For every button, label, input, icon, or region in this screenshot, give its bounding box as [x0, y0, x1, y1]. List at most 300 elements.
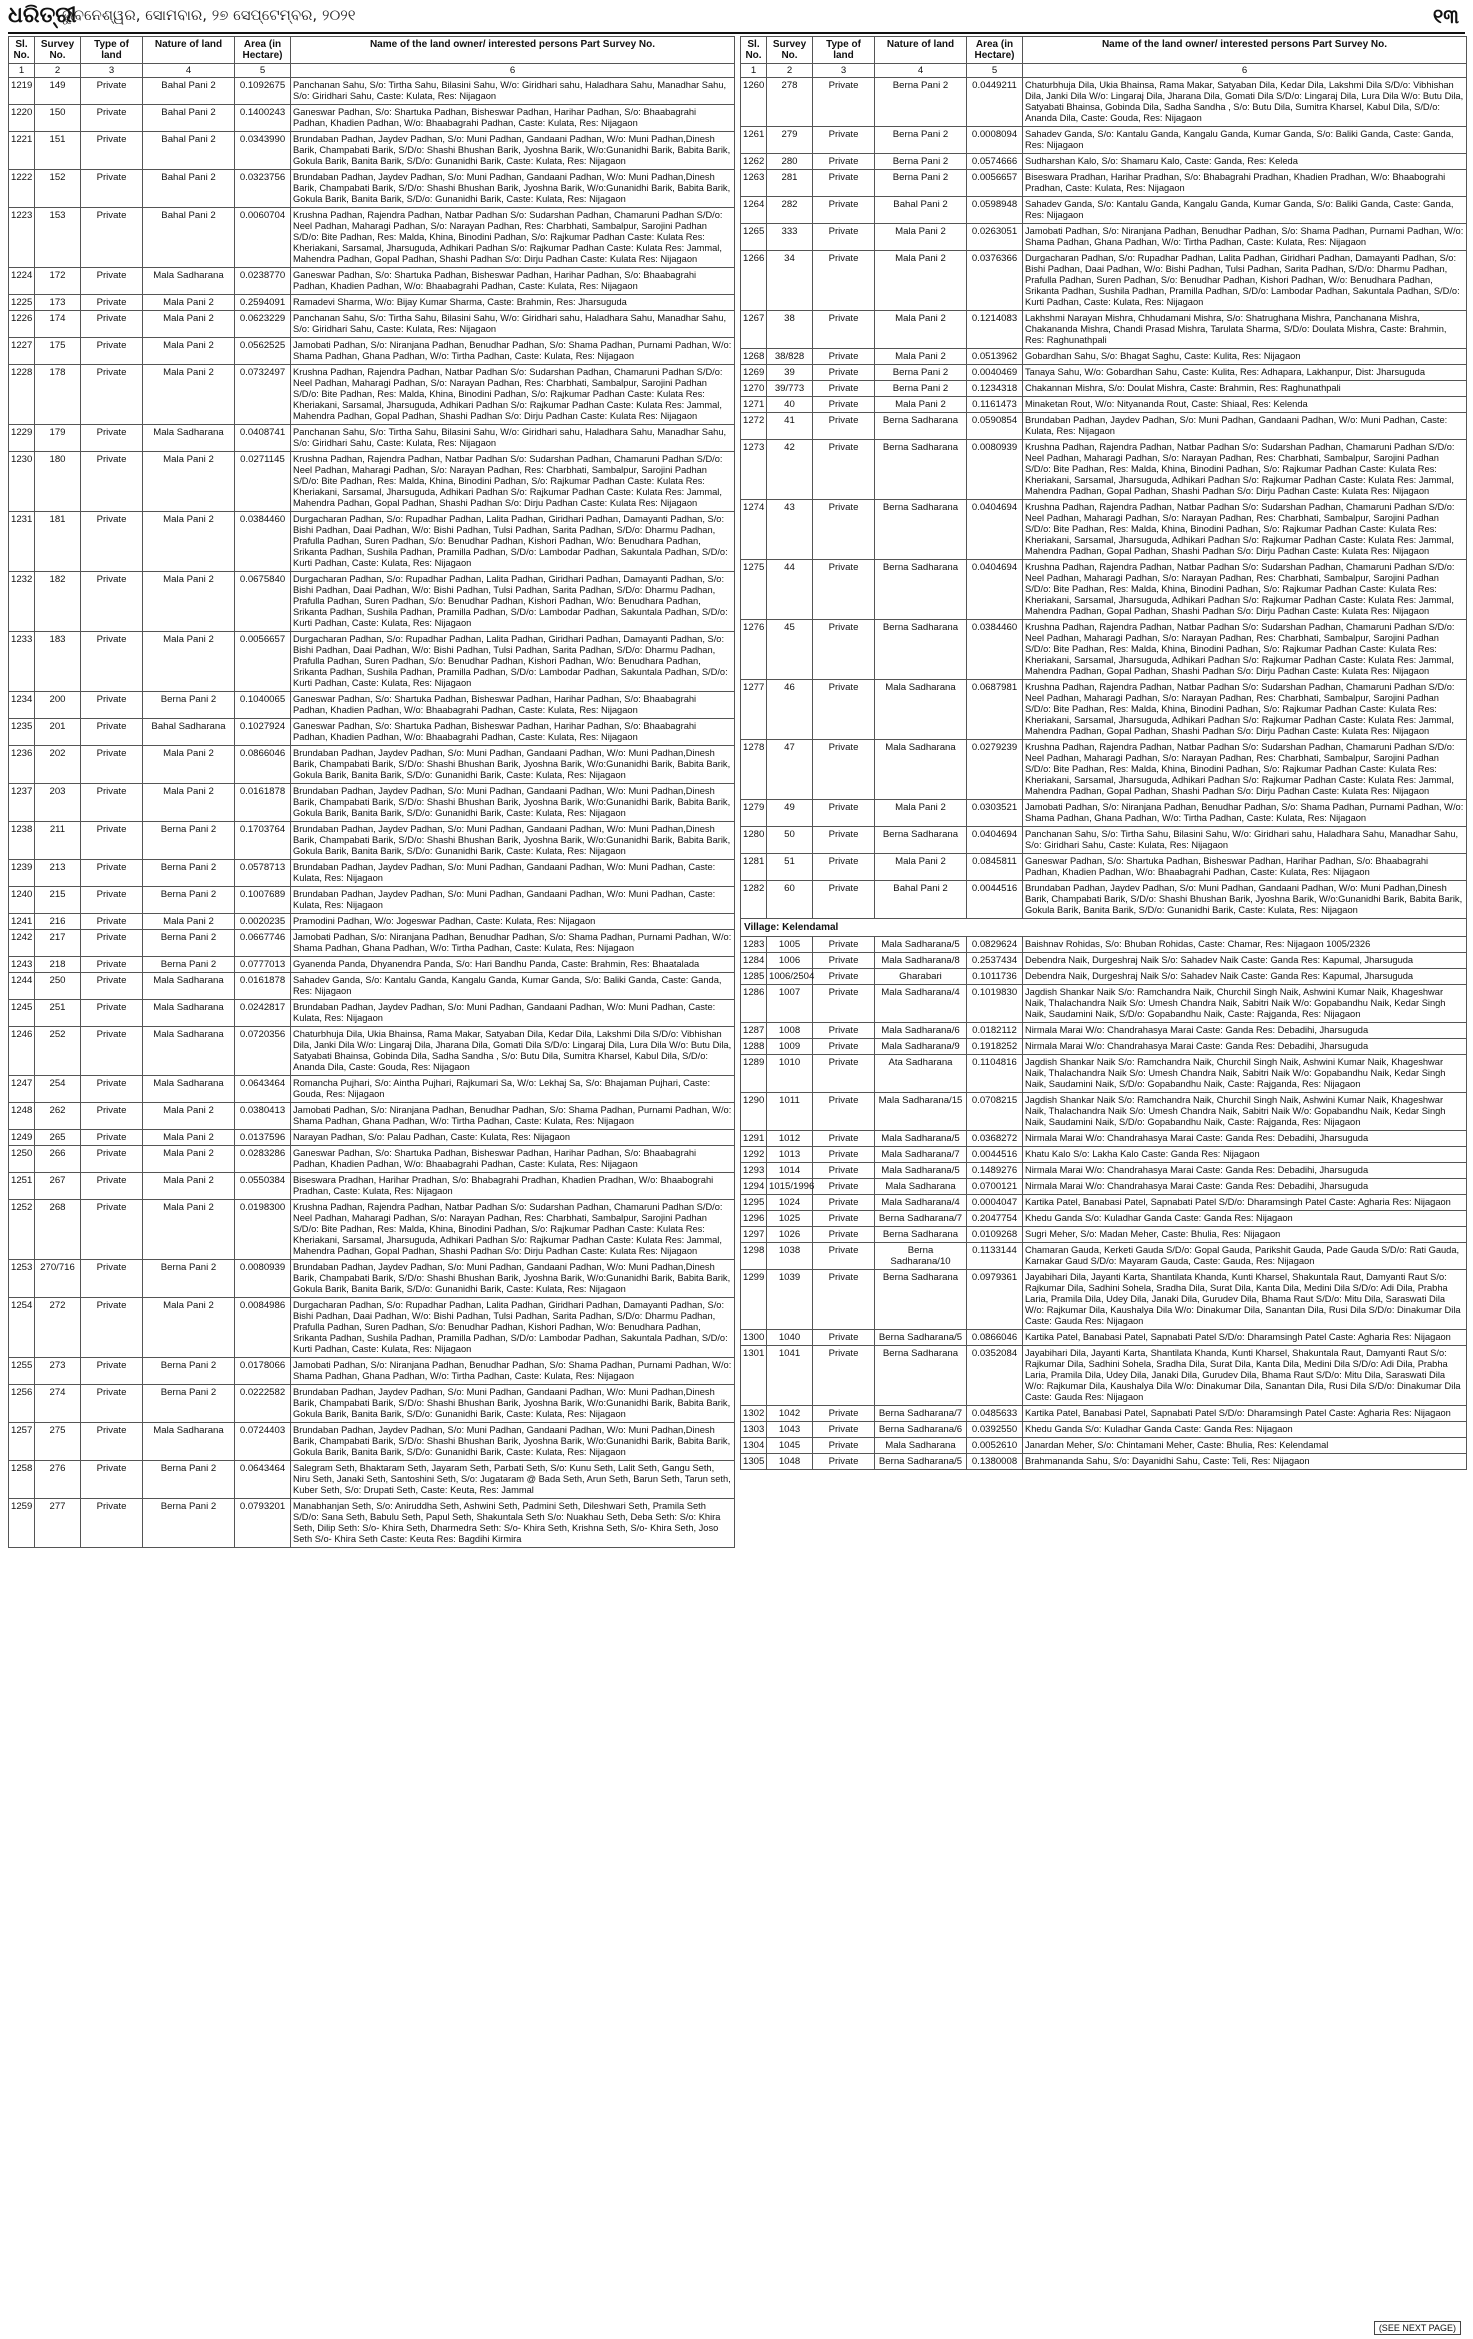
owner-cell: Jayabihari Dila, Jayanti Karta, Shantilata Khanda, Kunti Kharsel, Shakuntala Raut, Damyanti Raut S/o: Rajkumar Dila, Sadhini Sohela, Sradha Dila, Surat Dila, Kanta Dila, Medini Dila S/D/o: Adi Dila, Prabha Laria, Pramila Dila, Udey Dila, Janaki Dila, Gurudev Dila, Bhama Raut S/D/o: Mitu Dila, Saraswati Dila W/o: Rajkumar Dila, Kaushalya Dila W/o: Dinakumar Dila, Sanantan Dila, Rusi Dila S/D/o: Dinakumar Dila Caste: Gauda Res: Nijagaon [1023, 1270, 1467, 1330]
type-cell: Private [813, 680, 875, 740]
sl-cell: 1251 [9, 1173, 35, 1200]
owner-cell: Janardan Meher, S/o: Chintamani Meher, Caste: Bhulia, Res: Kelendamal [1023, 1438, 1467, 1454]
survey-cell: 200 [35, 692, 81, 719]
survey-cell: 46 [767, 680, 813, 740]
type-cell: Private [81, 208, 143, 268]
type-cell: Private [813, 1454, 875, 1470]
header-survey: Survey No. [35, 37, 81, 64]
owner-cell: Ramadevi Sharma, W/o: Bijay Kumar Sharma, Caste: Brahmin, Res: Jharsuguda [291, 295, 735, 311]
table-row [9, 1298, 735, 1358]
nature-cell: Mala Pani 2 [143, 365, 235, 425]
table-row [741, 680, 1467, 740]
area-cell: 0.0643464 [235, 1461, 291, 1499]
table-row [9, 512, 735, 572]
table-row [741, 1179, 1467, 1195]
table-row [9, 208, 735, 268]
type-cell: Private [81, 425, 143, 452]
type-cell: Private [813, 1195, 875, 1211]
sl-cell: 1244 [9, 973, 35, 1000]
nature-cell: Berna Sadharana/6 [875, 1422, 967, 1438]
survey-cell: 215 [35, 887, 81, 914]
nature-cell: Berna Pani 2 [143, 1385, 235, 1423]
area-cell: 0.0271145 [235, 452, 291, 512]
sl-cell: 1298 [741, 1243, 767, 1270]
type-cell: Private [813, 1270, 875, 1330]
nature-cell: Berna Pani 2 [143, 930, 235, 957]
survey-cell: 1025 [767, 1211, 813, 1227]
type-cell: Private [81, 311, 143, 338]
area-cell: 0.0562525 [235, 338, 291, 365]
table-row [9, 632, 735, 692]
area-cell: 0.0020235 [235, 914, 291, 930]
left-table-body [9, 78, 735, 1548]
survey-cell: 179 [35, 425, 81, 452]
survey-cell: 282 [767, 197, 813, 224]
nature-cell: Mala Sadharana/5 [875, 937, 967, 953]
header-divider [8, 32, 1465, 34]
type-cell: Private [813, 1055, 875, 1093]
table-row [741, 1438, 1467, 1454]
area-cell: 0.0376366 [967, 251, 1023, 311]
sl-cell: 1302 [741, 1406, 767, 1422]
area-cell: 0.1133144 [967, 1243, 1023, 1270]
sl-cell: 1281 [741, 854, 767, 881]
sl-cell: 1256 [9, 1385, 35, 1423]
sl-cell: 1243 [9, 957, 35, 973]
owner-cell: Brundaban Padhan, Jaydev Padhan, S/o: Muni Padhan, Gandaani Padhan, W/o: Muni Padhan,Dinesh Barik, Champabati Barik, S/D/o: Shashi Bhushan Barik, Jyoshna Barik, W/o:Gunanidhi Barik, Babita Barik, Gokula Barik, Banita Barik, S/D/o: Gunanidhi Barik, Caste: Kulata, Res: Nijagaon [291, 784, 735, 822]
area-cell: 0.0198300 [235, 1200, 291, 1260]
sl-cell: 1305 [741, 1454, 767, 1470]
survey-cell: 173 [35, 295, 81, 311]
type-cell: Private [81, 1200, 143, 1260]
type-cell: Private [81, 692, 143, 719]
area-cell: 0.0238770 [235, 268, 291, 295]
table-row [9, 311, 735, 338]
masthead [0, 0, 1473, 30]
nature-cell: Berna Pani 2 [143, 860, 235, 887]
type-cell: Private [81, 78, 143, 105]
table-row [9, 452, 735, 512]
sl-cell: 1219 [9, 78, 35, 105]
nature-cell: Mala Sadharana [875, 740, 967, 800]
type-cell: Private [813, 1163, 875, 1179]
area-cell: 0.0829624 [967, 937, 1023, 953]
owner-cell: Jamobati Padhan, S/o: Niranjana Padhan, Benudhar Padhan, S/o: Shama Padhan, Purnami Padhan, W/o: Shama Padhan, Ghana Padhan, W/o: Tirtha Padhan, Caste: Kulata, Res: Nijagaon [291, 338, 735, 365]
type-cell: Private [813, 251, 875, 311]
header-type: Type of land [813, 37, 875, 64]
type-cell: Private [813, 1422, 875, 1438]
survey-cell: 276 [35, 1461, 81, 1499]
table-row [9, 746, 735, 784]
type-cell: Private [813, 224, 875, 251]
nature-cell: Berna Pani 2 [875, 154, 967, 170]
area-cell: 0.0513962 [967, 349, 1023, 365]
area-cell: 0.0161878 [235, 973, 291, 1000]
table-row [741, 381, 1467, 397]
survey-cell: 151 [35, 132, 81, 170]
area-cell: 0.0004047 [967, 1195, 1023, 1211]
sl-cell: 1294 [741, 1179, 767, 1195]
owner-cell: Sahadev Ganda, S/o: Kantalu Ganda, Kangalu Ganda, Kumar Ganda, S/o: Baliki Ganda, Caste: Ganda, Res: Nijagaon [1023, 197, 1467, 224]
owner-cell: Jagdish Shankar Naik S/o: Ramchandra Naik, Churchil Singh Naik, Ashwini Kumar Naik, Khageshwar Naik, Thalachandra Naik S/o: Umesh Chandra Naik, Sabitri Naik W/o: Gopabandhu Naik, Kedar Singh Naik, Saudamini Naik, S/D/o: Gopabandhu Naik, Caste: Rajganda, Res: Nijagaon [1023, 1093, 1467, 1131]
area-cell: 0.0263051 [967, 224, 1023, 251]
area-cell: 0.0384460 [967, 620, 1023, 680]
nature-cell: Berna Pani 2 [143, 957, 235, 973]
owner-cell: Brundaban Padhan, Jaydev Padhan, S/o: Muni Padhan, Gandaani Padhan, W/o: Muni Padhan,Dinesh Barik, Champabati Barik, S/D/o: Shashi Bhushan Barik, Jyoshna Barik, W/o:Gunanidhi Barik, Babita Barik, Gokula Barik, Banita Barik, S/D/o: Gunanidhi Barik, Caste: Kulata, Res: Nijagaon [291, 132, 735, 170]
table-row [9, 784, 735, 822]
nature-cell: Mala Sadharana [875, 680, 967, 740]
area-cell: 0.0056657 [967, 170, 1023, 197]
sl-cell: 1272 [741, 413, 767, 440]
sl-cell: 1293 [741, 1163, 767, 1179]
survey-cell: 39 [767, 365, 813, 381]
table-row [741, 969, 1467, 985]
owner-cell: Biseswara Pradhan, Harihar Pradhan, S/o: Bhabagrahi Pradhan, Khadien Pradhan, W/o: Bhaabograhi Pradhan, Caste: Kulata, Res: Nijagaon [1023, 170, 1467, 197]
table-row [741, 1270, 1467, 1330]
nature-cell: Bahal Pani 2 [143, 132, 235, 170]
nature-cell: Berna Sadharana [875, 1227, 967, 1243]
table-row [741, 440, 1467, 500]
owner-cell: Ganeswar Padhan, S/o: Shartuka Padhan, Bisheswar Padhan, Harihar Padhan, S/o: Bhaabagrahi Padhan, Khadien Padhan, W/o: Bhaabagrahi Padhan, Caste: Kulata, Res: Nijagaon [291, 268, 735, 295]
survey-cell: 1010 [767, 1055, 813, 1093]
owner-cell: Nirmala Marai W/o: Chandrahasya Marai Caste: Ganda Res: Debadihi, Jharsuguda [1023, 1131, 1467, 1147]
nature-cell: Gharabari [875, 969, 967, 985]
type-cell: Private [81, 105, 143, 132]
owner-cell: Brundaban Padhan, Jaydev Padhan, S/o: Muni Padhan, Gandaani Padhan, W/o: Muni Padhan,Dinesh Barik, Champabati Barik, S/D/o: Shashi Bhushan Barik, Jyoshna Barik, W/o:Gunanidhi Barik, Babita Barik, Gokula Barik, Banita Barik, S/D/o: Gunanidhi Barik, Caste: Kulata, Res: Nijagaon [1023, 881, 1467, 919]
survey-cell: 280 [767, 154, 813, 170]
table-row [9, 572, 735, 632]
area-cell: 0.0323756 [235, 170, 291, 208]
area-cell: 0.0720356 [235, 1027, 291, 1076]
type-cell: Private [81, 957, 143, 973]
survey-cell: 1009 [767, 1039, 813, 1055]
nature-cell: Mala Sadharana/7 [875, 1147, 967, 1163]
table-header-row [741, 37, 1467, 64]
col-num: 4 [143, 64, 235, 78]
owner-cell: Jamobati Padhan, S/o: Niranjana Padhan, Benudhar Padhan, S/o: Shama Padhan, Purnami Padhan, W/o: Shama Padhan, Ghana Padhan, W/o: Tirtha Padhan, Caste: Kulata, Res: Nijagaon [291, 1358, 735, 1385]
nature-cell: Mala Sadharana/8 [875, 953, 967, 969]
table-row [9, 1385, 735, 1423]
col-num: 3 [813, 64, 875, 78]
area-cell: 0.0578713 [235, 860, 291, 887]
owner-cell: Panchanan Sahu, S/o: Tirtha Sahu, Bilasini Sahu, W/o: Giridhari sahu, Haladhara Sahu, Manadhar Sahu, S/o: Giridhari Sahu, Caste: Kulata, Res: Nijagaon [291, 311, 735, 338]
nature-cell: Mala Sadharana [143, 425, 235, 452]
page-number: ୧୩ [1432, 4, 1459, 28]
nature-cell: Mala Pani 2 [143, 311, 235, 338]
survey-cell: 1041 [767, 1346, 813, 1406]
type-cell: Private [813, 1023, 875, 1039]
table-row [9, 1358, 735, 1385]
sl-cell: 1285 [741, 969, 767, 985]
area-cell: 0.0161878 [235, 784, 291, 822]
survey-cell: 1048 [767, 1454, 813, 1470]
nature-cell: Berna Pani 2 [875, 365, 967, 381]
owner-cell: Brundaban Padhan, Jaydev Padhan, S/o: Muni Padhan, Gandaani Padhan, W/o: Muni Padhan,Dinesh Barik, Champabati Barik, S/D/o: Shashi Bhushan Barik, Jyoshna Barik, W/o:Gunanidhi Barik, Babita Barik, Gokula Barik, Banita Barik, S/D/o: Gunanidhi Barik, Caste: Kulata, Res: Nijagaon [291, 822, 735, 860]
nature-cell: Berna Pani 2 [143, 822, 235, 860]
survey-cell: 250 [35, 973, 81, 1000]
left-column [8, 36, 735, 2336]
survey-cell: 1045 [767, 1438, 813, 1454]
table-row [9, 425, 735, 452]
survey-cell: 175 [35, 338, 81, 365]
village-heading-row [741, 919, 1467, 937]
right-column [740, 36, 1467, 2336]
table-row [9, 973, 735, 1000]
table-row [741, 1211, 1467, 1227]
sl-cell: 1265 [741, 224, 767, 251]
owner-cell: Gyanenda Panda, Dhyanendra Panda, S/o: Hari Bandhu Panda, Caste: Brahmin, Res: Bhaatalada [291, 957, 735, 973]
area-cell: 0.0732497 [235, 365, 291, 425]
nature-cell: Mala Pani 2 [875, 311, 967, 349]
area-cell: 0.0109268 [967, 1227, 1023, 1243]
type-cell: Private [81, 1173, 143, 1200]
type-cell: Private [813, 985, 875, 1023]
type-cell: Private [813, 953, 875, 969]
table-row [741, 953, 1467, 969]
survey-cell: 1013 [767, 1147, 813, 1163]
area-cell: 0.1234318 [967, 381, 1023, 397]
type-cell: Private [81, 1260, 143, 1298]
table-row [741, 1163, 1467, 1179]
type-cell: Private [813, 197, 875, 224]
type-cell: Private [813, 740, 875, 800]
see-next-page: (SEE NEXT PAGE) [1374, 2321, 1461, 2335]
survey-cell: 49 [767, 800, 813, 827]
table-row [741, 1195, 1467, 1211]
survey-cell: 275 [35, 1423, 81, 1461]
survey-cell: 183 [35, 632, 81, 692]
area-cell: 0.0404694 [967, 560, 1023, 620]
table-row [9, 1423, 735, 1461]
nature-cell: Mala Sadharana/5 [875, 1163, 967, 1179]
owner-cell: Baishnav Rohidas, S/o: Bhuban Rohidas, Caste: Chamar, Res: Nijagaon 1005/2326 [1023, 937, 1467, 953]
survey-cell: 1024 [767, 1195, 813, 1211]
table-row [9, 1260, 735, 1298]
sl-cell: 1230 [9, 452, 35, 512]
sl-cell: 1270 [741, 381, 767, 397]
owner-cell: Jamobati Padhan, S/o: Niranjana Padhan, Benudhar Padhan, S/o: Shama Padhan, Purnami Padhan, W/o: Shama Padhan, Ghana Padhan, W/o: Tirtha Padhan, Caste: Kulata, Res: Nijagaon [291, 930, 735, 957]
survey-cell: 34 [767, 251, 813, 311]
sl-cell: 1220 [9, 105, 35, 132]
sl-cell: 1234 [9, 692, 35, 719]
nature-cell: Mala Sadharana [143, 1000, 235, 1027]
type-cell: Private [81, 719, 143, 746]
type-cell: Private [813, 827, 875, 854]
survey-cell: 1011 [767, 1093, 813, 1131]
nature-cell: Mala Pani 2 [143, 512, 235, 572]
nature-cell: Mala Sadharana/4 [875, 1195, 967, 1211]
area-cell: 0.1104816 [967, 1055, 1023, 1093]
owner-cell: Durgacharan Padhan, S/o: Rupadhar Padhan, Lalita Padhan, Giridhari Padhan, Damayanti Padhan, S/o: Bishi Padhan, Daai Padhan, W/o: Bishi Padhan, Tulsi Padhan, Sarita Padhan, S/D/o: Dharmu Padhan, Prafulla Padhan, Suren Padhan, S/o: Benudhar Padhan, Kishori Padhan, W/o: Benudhara Padhan, Srikanta Padhan, Sushila Padhan, Pramilla Padhan, S/D/o: Lambodar Padhan, Sakuntala Padhan, S/D/o: Kurti Padhan, Caste: Kulata, Res: Nijagaon [291, 632, 735, 692]
survey-cell: 213 [35, 860, 81, 887]
sl-cell: 1301 [741, 1346, 767, 1406]
land-table-left [8, 36, 735, 1548]
owner-cell: Brahmananda Sahu, S/o: Dayanidhi Sahu, Caste: Teli, Res: Nijagaon [1023, 1454, 1467, 1470]
survey-cell: 203 [35, 784, 81, 822]
table-row [741, 413, 1467, 440]
type-cell: Private [81, 295, 143, 311]
sl-cell: 1255 [9, 1358, 35, 1385]
area-cell: 0.0352084 [967, 1346, 1023, 1406]
nature-cell: Berna Sadharana/5 [875, 1454, 967, 1470]
nature-cell: Berna Pani 2 [875, 78, 967, 127]
type-cell: Private [81, 1130, 143, 1146]
sl-cell: 1238 [9, 822, 35, 860]
col-num: 3 [81, 64, 143, 78]
area-cell: 0.0303521 [967, 800, 1023, 827]
nature-cell: Bahal Pani 2 [143, 78, 235, 105]
sl-cell: 1287 [741, 1023, 767, 1039]
type-cell: Private [813, 1179, 875, 1195]
area-cell: 0.1214083 [967, 311, 1023, 349]
nature-cell: Bahal Sadharana [143, 719, 235, 746]
table-row [741, 154, 1467, 170]
nature-cell: Mala Pani 2 [143, 1200, 235, 1260]
owner-cell: Nirmala Marai W/o: Chandrahasya Marai Caste: Ganda Res: Debadihi, Jharsuguda [1023, 1023, 1467, 1039]
header-area: Area (in Hectare) [967, 37, 1023, 64]
type-cell: Private [813, 1227, 875, 1243]
sl-cell: 1237 [9, 784, 35, 822]
table-row [9, 338, 735, 365]
type-cell: Private [813, 560, 875, 620]
sl-cell: 1252 [9, 1200, 35, 1260]
area-cell: 0.0380413 [235, 1103, 291, 1130]
sl-cell: 1278 [741, 740, 767, 800]
area-cell: 0.0598948 [967, 197, 1023, 224]
table-row [741, 827, 1467, 854]
nature-cell: Berna Sadharana [875, 413, 967, 440]
nature-cell: Bahal Pani 2 [143, 208, 235, 268]
type-cell: Private [81, 1000, 143, 1027]
area-cell: 0.0708215 [967, 1093, 1023, 1131]
survey-cell: 41 [767, 413, 813, 440]
nature-cell: Mala Sadharana [875, 1179, 967, 1195]
table-row [741, 1131, 1467, 1147]
type-cell: Private [813, 127, 875, 154]
table-row [741, 937, 1467, 953]
sl-cell: 1266 [741, 251, 767, 311]
survey-cell: 1007 [767, 985, 813, 1023]
owner-cell: Kartika Patel, Banabasi Patel, Sapnabati Patel S/D/o: Dharamsingh Patel Caste: Agharia Res: Nijagaon [1023, 1195, 1467, 1211]
owner-cell: Narayan Padhan, S/o: Palau Padhan, Caste: Kulata, Res: Nijagaon [291, 1130, 735, 1146]
nature-cell: Mala Sadharana [143, 1423, 235, 1461]
type-cell: Private [81, 1385, 143, 1423]
sl-cell: 1239 [9, 860, 35, 887]
type-cell: Private [813, 349, 875, 365]
nature-cell: Mala Pani 2 [143, 452, 235, 512]
survey-cell: 274 [35, 1385, 81, 1423]
col-num: 6 [1023, 64, 1467, 78]
nature-cell: Mala Sadharana [143, 1027, 235, 1076]
owner-cell: Krushna Padhan, Rajendra Padhan, Natbar Padhan S/o: Sudarshan Padhan, Chamaruni Padhan S/D/o: Neel Padhan, Maharagi Padhan, S/o: Narayan Padhan, Res: Charbhati, Sambalpur, Sarojini Padhan S/D/o: Bite Padhan, Res: Malda, Khina, Binodini Padhan, S/o: Rajkumar Padhan Caste: Kulata Res: Kheriakani, Sarsamal, Jharsuguda, Adhikari Padhan S/o: Rajkumar Padhan Caste: Kulata Res: Jammal, Mahendra Padhan, Gopal Padhan, Shashi Padhan S/o: Dirju Padhan Caste: Kulata Res: Nijagaon [291, 452, 735, 512]
sl-cell: 1299 [741, 1270, 767, 1330]
type-cell: Private [813, 1406, 875, 1422]
area-cell: 0.1011736 [967, 969, 1023, 985]
area-cell: 0.0084986 [235, 1298, 291, 1358]
type-cell: Private [813, 1131, 875, 1147]
col-num: 6 [291, 64, 735, 78]
dateline: ଭୁବନେଶ୍ୱର, ସୋମବାର, ୨୭ ସେପ୍ଟେମ୍ବର, ୨୦୨୧ [62, 6, 356, 24]
type-cell: Private [81, 512, 143, 572]
sl-cell: 1289 [741, 1055, 767, 1093]
sl-cell: 1275 [741, 560, 767, 620]
area-cell: 0.0242817 [235, 1000, 291, 1027]
nature-cell: Mala Pani 2 [143, 914, 235, 930]
survey-cell: 270/716 [35, 1260, 81, 1298]
survey-cell: 266 [35, 1146, 81, 1173]
area-cell: 0.0979361 [967, 1270, 1023, 1330]
table-row [741, 854, 1467, 881]
type-cell: Private [813, 1438, 875, 1454]
table-row [9, 1027, 735, 1076]
type-cell: Private [813, 365, 875, 381]
type-cell: Private [81, 930, 143, 957]
owner-cell: Nirmala Marai W/o: Chandrahasya Marai Caste: Ganda Res: Debadihi, Jharsuguda [1023, 1163, 1467, 1179]
sl-cell: 1222 [9, 170, 35, 208]
table-row [9, 860, 735, 887]
sl-cell: 1240 [9, 887, 35, 914]
survey-cell: 1008 [767, 1023, 813, 1039]
survey-cell: 1014 [767, 1163, 813, 1179]
type-cell: Private [813, 1243, 875, 1270]
nature-cell: Berna Pani 2 [143, 887, 235, 914]
sl-cell: 1263 [741, 170, 767, 197]
area-cell: 0.0793201 [235, 1499, 291, 1548]
sl-cell: 1280 [741, 827, 767, 854]
owner-cell: Lakhshmi Narayan Mishra, Chhudamani Mishra, S/o: Shatrughana Mishra, Panchanana Mishra, Chakananda Mishra, Chandi Prasad Mishra, Tarulata Sharma, S/D/o: Doulata Mishra, Caste: Brahmin, Res: Raghunathpali [1023, 311, 1467, 349]
nature-cell: Berna Pani 2 [875, 127, 967, 154]
area-cell: 0.1489276 [967, 1163, 1023, 1179]
survey-cell: 1043 [767, 1422, 813, 1438]
sl-cell: 1292 [741, 1147, 767, 1163]
survey-cell: 217 [35, 930, 81, 957]
area-cell: 0.0080939 [967, 440, 1023, 500]
owner-cell: Jamobati Padhan, S/o: Niranjana Padhan, Benudhar Padhan, S/o: Shama Padhan, Purnami Padhan, W/o: Shama Padhan, Ghana Padhan, W/o: Tirtha Padhan, Caste: Kulata, Res: Nijagaon [1023, 224, 1467, 251]
col-num: 4 [875, 64, 967, 78]
owner-cell: Panchanan Sahu, S/o: Tirtha Sahu, Bilasini Sahu, W/o: Giridhari sahu, Haladhara Sahu, Manadhar Sahu, S/o: Giridhari Sahu, Caste: Kulata, Res: Nijagaon [1023, 827, 1467, 854]
table-row [741, 127, 1467, 154]
nature-cell: Mala Pani 2 [143, 1173, 235, 1200]
nature-cell: Mala Sadharana/15 [875, 1093, 967, 1131]
survey-cell: 1006/2504 [767, 969, 813, 985]
survey-cell: 251 [35, 1000, 81, 1027]
sl-cell: 1268 [741, 349, 767, 365]
area-cell: 0.0178066 [235, 1358, 291, 1385]
nature-cell: Mala Pani 2 [143, 1103, 235, 1130]
type-cell: Private [81, 1146, 143, 1173]
type-cell: Private [813, 1039, 875, 1055]
col-num: 2 [35, 64, 81, 78]
type-cell: Private [81, 914, 143, 930]
nature-cell: Mala Sadharana/5 [875, 1131, 967, 1147]
owner-cell: Jagdish Shankar Naik S/o: Ramchandra Naik, Churchil Singh Naik, Ashwini Kumar Naik, Khageshwar Naik, Thalachandra Naik S/o: Umesh Chandra Naik, Sabitri Naik W/o: Gopabandhu Naik, Kedar Singh Naik, Saudamini Naik, S/D/o: Gopabandhu Naik, Caste: Rajganda, Res: Nijagaon [1023, 985, 1467, 1023]
table-row [741, 397, 1467, 413]
table-row [9, 719, 735, 746]
owner-cell: Minaketan Rout, W/o: Nityananda Rout, Caste: Shiaal, Res: Kelenda [1023, 397, 1467, 413]
table-row [9, 1173, 735, 1200]
sl-cell: 1303 [741, 1422, 767, 1438]
area-cell: 0.1400243 [235, 105, 291, 132]
area-cell: 0.2047754 [967, 1211, 1023, 1227]
owner-cell: Sahadev Ganda, S/o: Kantalu Ganda, Kangalu Ganda, Kumar Ganda, S/o: Baliki Ganda, Caste: Ganda, Res: Nijagaon [1023, 127, 1467, 154]
sl-cell: 1232 [9, 572, 35, 632]
sl-cell: 1296 [741, 1211, 767, 1227]
survey-cell: 254 [35, 1076, 81, 1103]
column-number-row [9, 64, 735, 78]
type-cell: Private [81, 170, 143, 208]
sl-cell: 1248 [9, 1103, 35, 1130]
table-row [741, 170, 1467, 197]
